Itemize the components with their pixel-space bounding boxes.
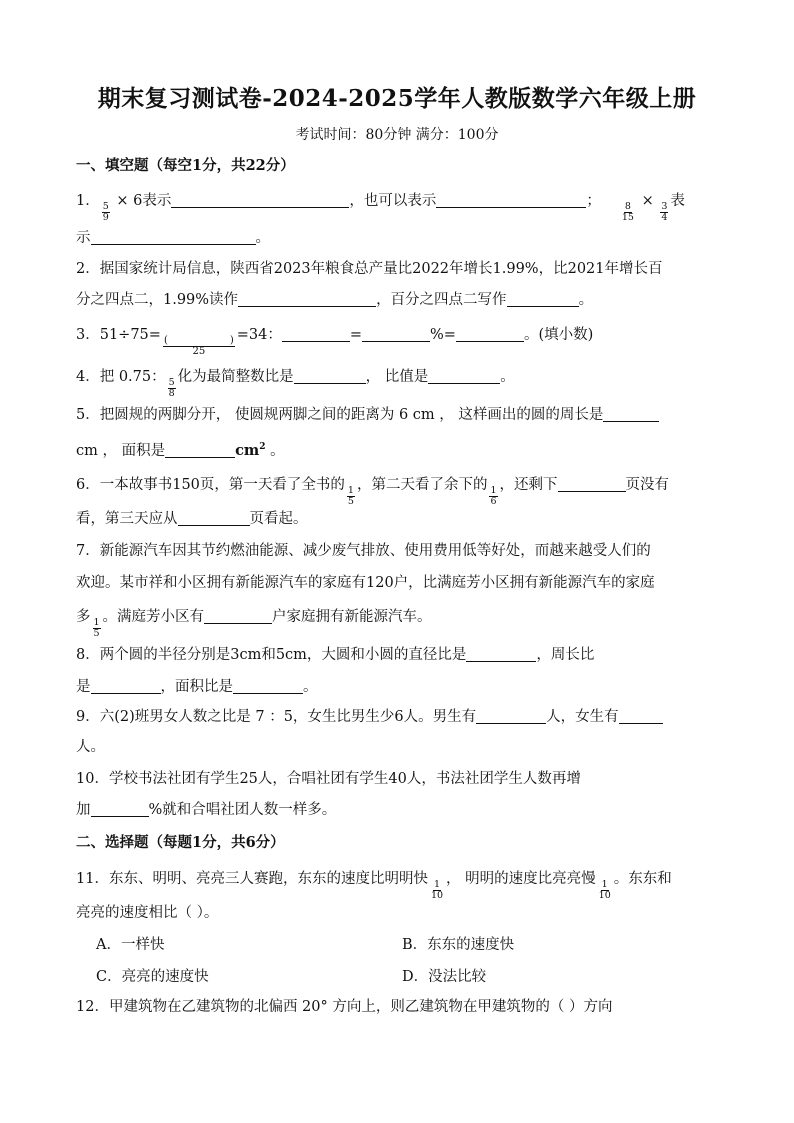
question-3: 3．51÷75= $\frac{( )}{25}$ =34： = %= 。(填小数) — [76, 327, 594, 357]
q3-blank-4[interactable] — [456, 325, 524, 342]
q8-blank-3[interactable] — [233, 677, 303, 694]
q1-blank-2[interactable] — [436, 191, 586, 208]
q3-blank-numerator[interactable] — [168, 338, 230, 346]
question-2-line-2: 分之四点二，1.99%读作 ，百分之四点二写作 。 — [76, 292, 594, 308]
q8-blank-1[interactable] — [466, 645, 536, 662]
question-11-line-1: 11．东东、明明、亮亮三人赛跑，东东的速度比明明快 $\frac{1}{10}$ ， 明明的速度比亮亮慢 $\frac{1}{10}$ 。东东和 — [76, 871, 672, 901]
question-7-line-2: 欢迎。某市祥和小区拥有新能源汽车的家庭有120户，比满庭芳小区拥有新能源汽车的家庭 — [76, 575, 655, 591]
question-7-line-3: 多 $\frac{1}{5}$ 。满庭芳小区有 户家庭拥有新能源汽车。 — [76, 609, 432, 639]
q6-blank-1[interactable] — [558, 475, 626, 492]
q4-blank-1[interactable] — [294, 367, 366, 384]
question-10-line-2: 加 %就和合唱社团人数一样多。 — [76, 802, 337, 818]
question-1-line-1: 1． $\frac{5}{9}$ × 6表示 ，也可以表示 ； $\frac{8}{15}$ × $\frac{3}{4}$ 表 — [76, 193, 685, 223]
question-6-line-2: 看，第三天应从 页看起。 — [76, 511, 308, 527]
question-5-line-2: cm ， 面积是 $cm^2$ 。 — [76, 441, 285, 459]
question-8-line-2: 是 ，面积比是 。 — [76, 679, 318, 695]
question-7-line-1: 7．新能源汽车因其节约燃油能源、减少废气排放、使用费用低等好处，而越来越受人们的 — [76, 543, 651, 559]
question-9-line-1: 9．六(2)班男女人数之比是 7 ：5，女生比男生少6人。男生有 人，女生有 — [76, 706, 718, 728]
q6-blank-2[interactable] — [178, 509, 250, 526]
q5-blank-2[interactable] — [165, 441, 235, 458]
q11-fraction-1-10-b: $\frac{1}{10}$ — [598, 879, 611, 901]
q11-fraction-1-10-a: $\frac{1}{10}$ — [430, 879, 444, 901]
q2-blank-2[interactable] — [507, 290, 579, 307]
question-12-line-1: 12．甲建筑物在乙建筑物的北偏西 20° 方向上，则乙建筑物在甲建筑物的（ ）方向 — [76, 999, 613, 1015]
q8-blank-2[interactable] — [91, 677, 161, 694]
q1-fraction-8-15: $\frac{8}{15}$ — [621, 201, 634, 223]
q1-number: 1． — [76, 193, 100, 209]
q10-blank[interactable] — [91, 800, 149, 817]
question-1-line-2: 示 。 — [76, 230, 270, 246]
q1-fraction-3-4: $\frac{3}{4}$ — [661, 201, 668, 223]
question-2-line-1: 2．据国家统计局信息，陕西省2023年粮食总产量比2022年增长1.99%，比2021年增长百 — [76, 261, 663, 277]
question-9-line-2: 人。 — [76, 739, 105, 755]
q11-option-b[interactable]: B．东东的速度快 — [402, 937, 515, 953]
question-4: 4．把 0.75： $\frac{5}{8}$ 化为最简整数比是 ， 比值是 。 — [76, 369, 515, 399]
q2-blank-1[interactable] — [238, 290, 376, 307]
q6-fraction-1-6: $\frac{1}{6}$ — [490, 485, 497, 507]
q11-option-c[interactable]: C．亮亮的速度快 — [96, 969, 209, 985]
q3-fraction-blank-25: $\frac{( )}{25}$ — [163, 335, 234, 357]
q1-blank-1[interactable] — [171, 191, 349, 208]
q3-blank-2[interactable] — [282, 325, 350, 342]
question-11-line-2: 亮亮的速度相比（ ）。 — [76, 905, 219, 921]
q11-option-d[interactable]: D．没法比较 — [402, 969, 487, 985]
q1-fraction-5-9: $\frac{5}{9}$ — [102, 201, 109, 223]
question-5-line-1: 5．把圆规的两脚分开， 使圆规两脚之间的距离为 6 cm ， 这样画出的圆的周长是 — [76, 404, 718, 426]
q4-blank-2[interactable] — [428, 367, 500, 384]
q1-blank-3[interactable] — [91, 228, 256, 245]
section-fill-in-heading: 一、填空题（每空1分，共22分） — [76, 157, 295, 174]
q5-blank-1[interactable] — [603, 405, 659, 422]
exam-title: 期末复习测试卷-2024-2025学年人教版数学六年级上册 — [97, 85, 697, 112]
q7-fraction-1-5: $\frac{1}{5}$ — [93, 617, 100, 639]
question-10-line-1: 10．学校书法社团有学生25人，合唱社团有学生40人，书法社团学生人数再增 — [76, 771, 581, 787]
q9-blank-2[interactable] — [619, 707, 663, 724]
q3-blank-3[interactable] — [362, 325, 430, 342]
section-choice-heading: 二、选择题（每题1分，共6分） — [76, 834, 285, 851]
question-8-line-1: 8．两个圆的半径分别是3cm和5cm，大圆和小圆的直径比是 ，周长比 — [76, 647, 595, 663]
q9-blank-1[interactable] — [476, 707, 546, 724]
q7-blank[interactable] — [204, 607, 272, 624]
q11-option-a[interactable]: A．一样快 — [96, 937, 165, 953]
question-6-line-1: 6．一本故事书150页，第一天看了全书的 $\frac{1}{5}$ ，第二天看了余下的 $\frac{1}{6}$ ，还剩下 页没有 — [76, 477, 669, 507]
exam-subtitle: 考试时间：80分钟 满分：100分 — [295, 127, 499, 143]
q6-fraction-1-5: $\frac{1}{5}$ — [347, 485, 354, 507]
q4-fraction-5-8: $\frac{5}{8}$ — [168, 377, 175, 399]
